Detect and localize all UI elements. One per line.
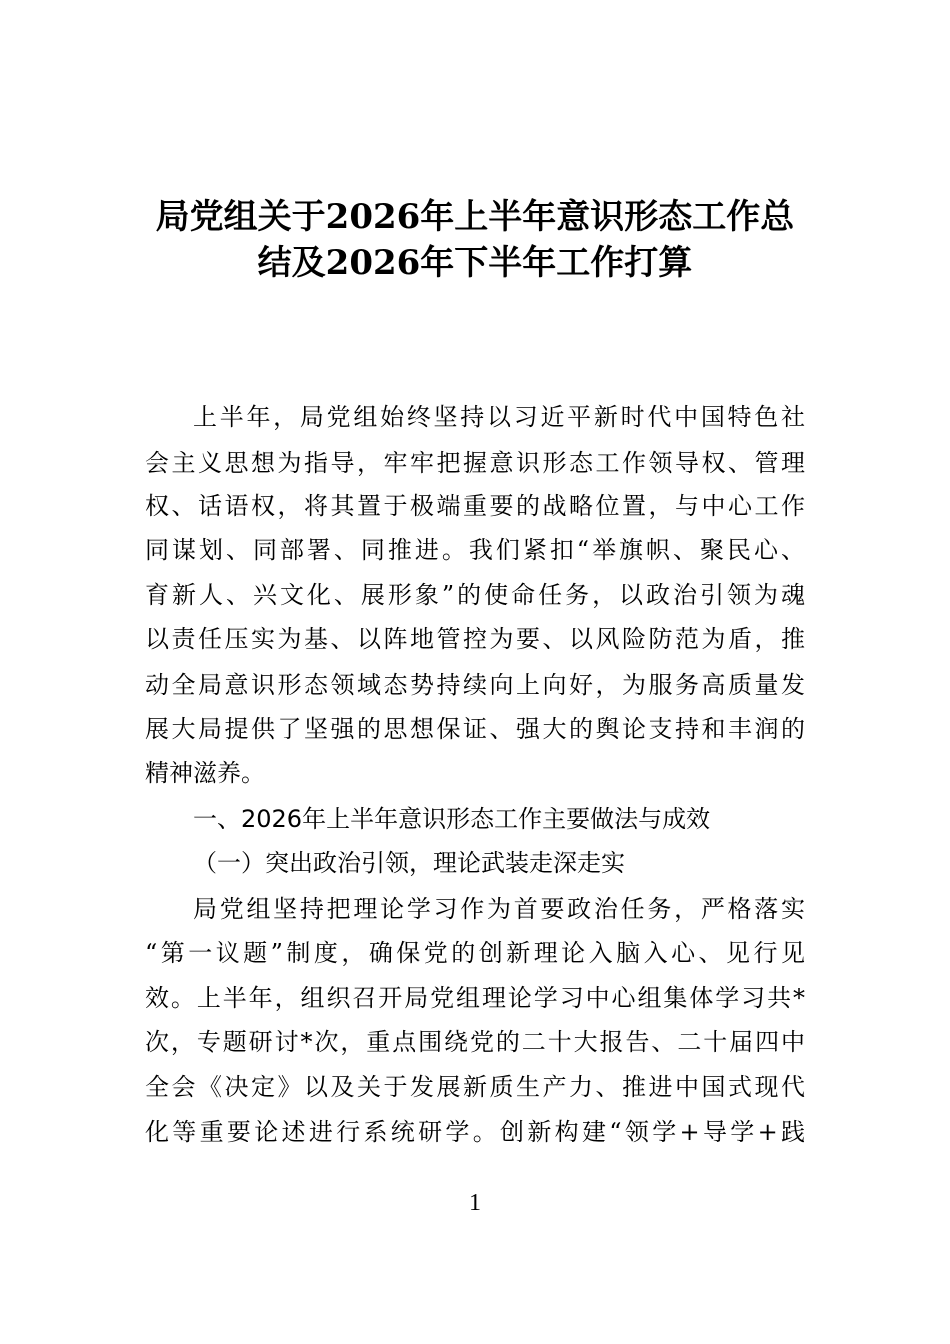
section-paragraph-line: “第一议题”制度，确保党的创新理论入脑入心、见行见 (145, 939, 805, 967)
intro-paragraph-line: 上半年，局党组始终坚持以习近平新时代中国特色社 (193, 403, 805, 431)
section-paragraph-line: 效。上半年，组织召开局党组理论学习中心组集体学习共* (145, 984, 805, 1012)
intro-paragraph-line: 权、话语权，将其置于极端重要的战略位置，与中心工作 (145, 492, 805, 520)
section-paragraph-line: 局党组坚持把理论学习作为首要政治任务，严格落实 (193, 895, 805, 923)
intro-paragraph-line: 动全局意识形态领域态势持续向上向好，为服务高质量发 (145, 671, 805, 699)
intro-paragraph-line: 精神滋养。 (145, 759, 265, 787)
intro-paragraph-line: 同谋划、同部署、同推进。我们紧扣“举旗帜、聚民心、 (145, 536, 805, 564)
section-heading-level-2: （一）突出政治引领，理论武装走深走实 (193, 849, 625, 877)
page-number: 1 (469, 1190, 481, 1216)
section-paragraph-line: 化等重要论述进行系统研学。创新构建“领学+导学+践 (145, 1118, 805, 1146)
document-title-line-2: 结及2026年下半年工作打算 (257, 243, 693, 283)
section-paragraph-line: 全会《决定》以及关于发展新质生产力、推进中国式现代 (145, 1073, 805, 1101)
section-heading-level-1: 一、2026年上半年意识形态工作主要做法与成效 (193, 805, 711, 833)
document-title-line-1: 局党组关于2026年上半年意识形态工作总 (155, 197, 795, 237)
section-paragraph-line: 次，专题研讨*次，重点围绕党的二十大报告、二十届四中 (145, 1028, 805, 1056)
intro-paragraph-line: 育新人、兴文化、展形象”的使命任务，以政治引领为魂 (145, 581, 805, 609)
intro-paragraph-line: 以责任压实为基、以阵地管控为要、以风险防范为盾，推 (145, 625, 805, 653)
intro-paragraph-line: 展大局提供了坚强的思想保证、强大的舆论支持和丰润的 (145, 715, 805, 743)
intro-paragraph-line: 会主义思想为指导，牢牢把握意识形态工作领导权、管理 (145, 449, 805, 477)
